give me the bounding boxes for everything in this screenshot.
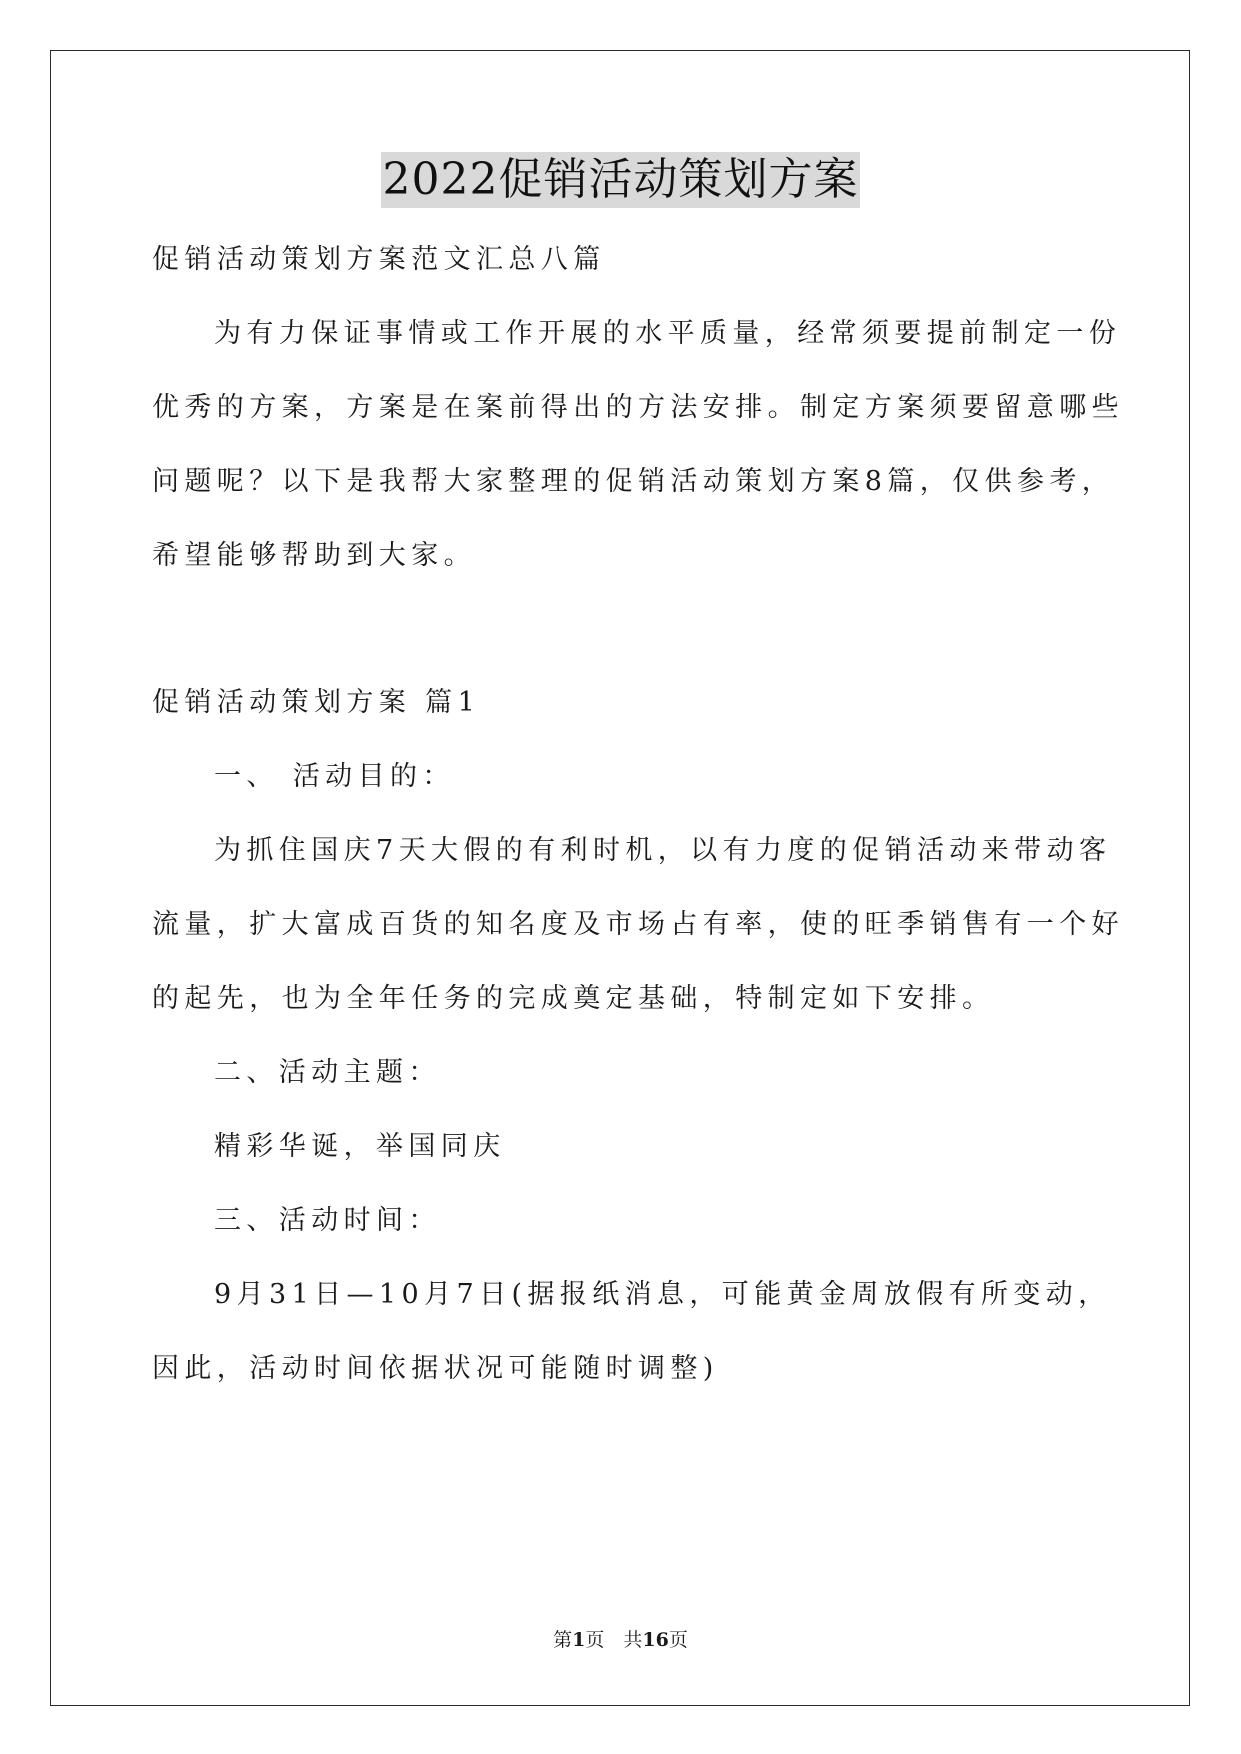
item-heading-time: 三、活动时间： bbox=[214, 1205, 441, 1236]
purpose-paragraph-line: 的起先，也为全年任务的完成奠定基础，特制定如下安排。 bbox=[152, 983, 995, 1014]
purpose-paragraph-line: 为抓住国庆7天大假的有利时机，以有力度的促销活动来带动客 bbox=[214, 835, 1112, 866]
theme-text: 精彩华诞，举国同庆 bbox=[214, 1131, 506, 1162]
page-prefix: 第 bbox=[553, 1629, 573, 1651]
item-heading-purpose: 一、 活动目的： bbox=[214, 761, 455, 792]
item-heading-theme: 二、活动主题： bbox=[214, 1057, 441, 1088]
page-number-footer bbox=[0, 1627, 1241, 1653]
title-container bbox=[0, 152, 1241, 208]
current-page-number: 1 bbox=[572, 1629, 586, 1651]
page-mid: 页 共 bbox=[585, 1629, 643, 1651]
subtitle-line: 促销活动策划方案范文汇总八篇 bbox=[152, 244, 606, 275]
time-paragraph-line: 因此，活动时间依据状况可能随时调整) bbox=[152, 1353, 719, 1384]
purpose-paragraph-line: 流量，扩大富成百货的知名度及市场占有率，使的旺季销售有一个好 bbox=[152, 909, 1124, 940]
section-heading: 促销活动策划方案 篇1 bbox=[152, 687, 481, 718]
time-paragraph-line: 9月31日—10月7日(据报纸消息，可能黄金周放假有所变动， bbox=[214, 1279, 1111, 1310]
intro-paragraph-line: 优秀的方案，方案是在案前得出的方法安排。制定方案须要留意哪些 bbox=[152, 392, 1124, 423]
intro-paragraph-line: 为有力保证事情或工作开展的水平质量，经常须要提前制定一份 bbox=[214, 318, 1122, 349]
page-border bbox=[50, 50, 1190, 1706]
total-page-number: 16 bbox=[642, 1629, 669, 1651]
document-title: 2022促销活动策划方案 bbox=[381, 152, 861, 208]
page-suffix: 页 bbox=[668, 1629, 688, 1651]
intro-paragraph-line: 希望能够帮助到大家。 bbox=[152, 540, 476, 571]
intro-paragraph-line: 问题呢？以下是我帮大家整理的促销活动策划方案8篇，仅供参考， bbox=[152, 466, 1115, 497]
